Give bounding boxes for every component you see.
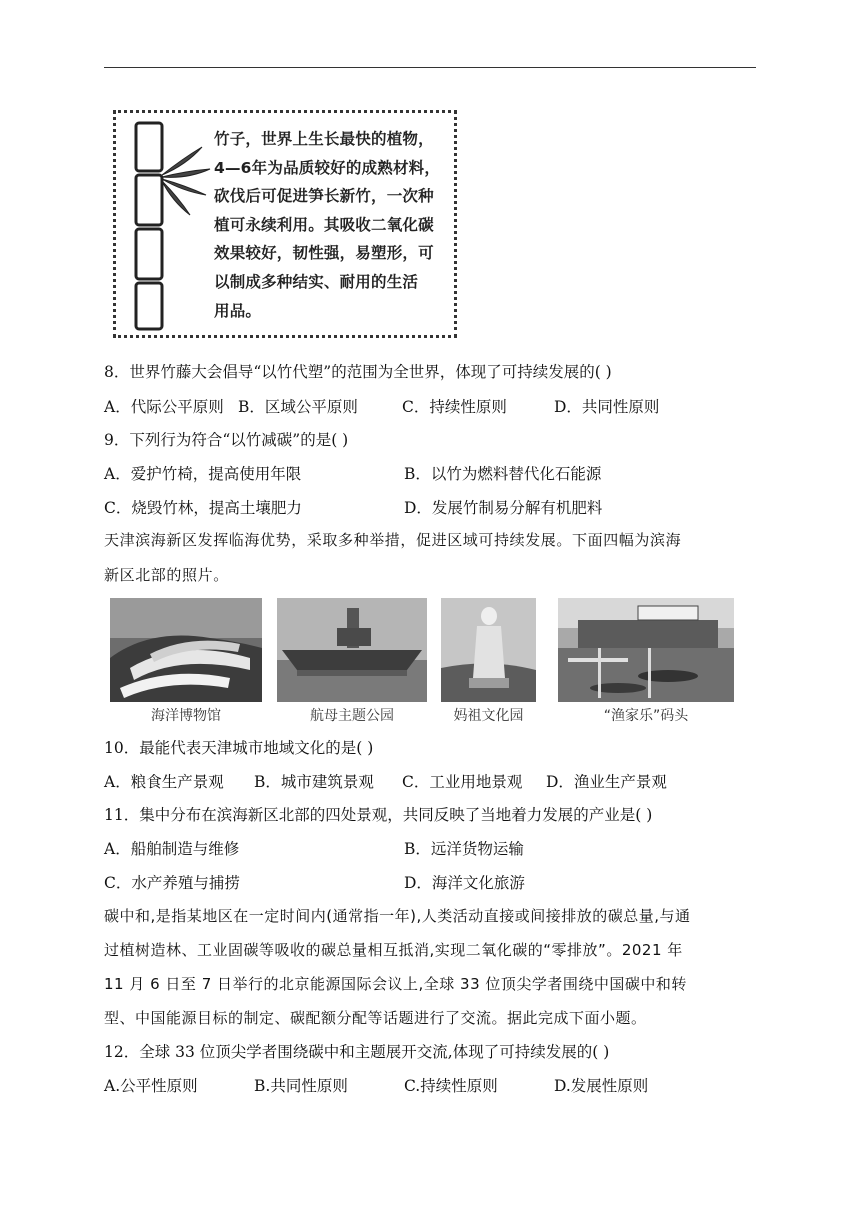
bamboo-line: 竹子，世界上生长最快的植物，	[214, 130, 434, 148]
bamboo-line: 以制成多种结实、耐用的生活	[214, 272, 419, 291]
bamboo-line: 植可永续利用。其吸收二氧化碳	[214, 215, 434, 234]
question-11-option-d: D．海洋文化旅游	[404, 874, 525, 892]
bamboo-line: 4—6年为品质较好的成熟材料，	[214, 158, 441, 177]
question-8-option-a: A．代际公平原则	[104, 398, 224, 416]
photo-caption: 海洋博物馆	[151, 708, 221, 724]
bamboo-info-box	[113, 110, 457, 338]
passage-1-line: 新区北部的照片。	[104, 566, 229, 584]
passage-1-line: 天津滨海新区发挥临海优势，采取多种举措，促进区域可持续发展。下面四幅为滨海	[104, 531, 682, 549]
bamboo-line: 砍伐后可促进笋长新竹，一次种	[214, 187, 434, 206]
question-11-option-b: B．远洋货物运输	[404, 840, 524, 858]
question-11-option-a: A．船舶制造与维修	[104, 840, 240, 858]
bamboo-line: 效果较好，韧性强，易塑形，可	[214, 244, 434, 263]
question-12-option-d: D.发展性原则	[554, 1077, 649, 1095]
question-10-option-a: A．粮食生产景观	[104, 773, 224, 791]
question-12-option-a: A.公平性原则	[104, 1077, 198, 1095]
bamboo-illustration	[124, 119, 214, 333]
question-9-option-c: C．烧毁竹林，提高土壤肥力	[104, 499, 302, 517]
passage-2-line: 碳中和,是指某地区在一定时间内(通常指一年),人类活动直接或间接排放的碳总量,与通	[104, 907, 691, 925]
question-10-option-c: C．工业用地景观	[402, 773, 523, 791]
passage-2-line: 型、中国能源目标的制定、碳配额分配等话题进行了交流。据此完成下面小题。	[104, 1009, 647, 1027]
question-12-option-c: C.持续性原则	[404, 1077, 498, 1095]
photo-ocean-museum	[110, 598, 262, 702]
question-10-stem: 10．最能代表天津城市地域文化的是( )	[104, 739, 374, 757]
bamboo-description	[214, 125, 454, 325]
question-9-option-d: D．发展竹制易分解有机肥料	[404, 499, 603, 517]
question-8-option-c: C．持续性原则	[402, 398, 507, 416]
question-9-stem: 9．下列行为符合“以竹减碳”的是( )	[104, 431, 349, 449]
photo-caption: “渔家乐”码头	[603, 708, 689, 724]
photo-fisherman-dock	[558, 598, 734, 702]
photo-carrier-park	[277, 598, 427, 702]
passage-2-line: 11 月 6 日至 7 日举行的北京能源国际会议上,全球 33 位顶尖学者围绕中国碳中和转	[104, 975, 687, 993]
photo-caption: 航母主题公园	[310, 708, 394, 724]
question-8-option-d: D．共同性原则	[554, 398, 660, 416]
question-9-option-a: A．爱护竹椅，提高使用年限	[104, 465, 302, 483]
passage-2-line: 过植树造林、工业固碳等吸收的碳总量相互抵消,实现二氧化碳的“零排放”。2021 年	[104, 941, 683, 959]
photo-caption: 妈祖文化园	[453, 708, 524, 724]
question-10-option-b: B．城市建筑景观	[254, 773, 374, 791]
header-rule	[104, 67, 756, 68]
bamboo-line: 用品。	[214, 301, 262, 320]
question-12-stem: 12．全球 33 位顶尖学者围绕碳中和主题展开交流,体现了可持续发展的( )	[104, 1043, 610, 1061]
question-12-option-b: B.共同性原则	[254, 1077, 348, 1095]
question-10-option-d: D．渔业生产景观	[546, 773, 667, 791]
question-9-option-b: B．以竹为燃料替代化石能源	[404, 465, 602, 483]
photo-mazu-park	[441, 598, 536, 702]
question-11-option-c: C．水产养殖与捕捞	[104, 874, 240, 892]
question-8-stem: 8．世界竹藤大会倡导“以竹代塑”的范围为全世界，体现了可持续发展的( )	[104, 363, 612, 381]
question-11-stem: 11．集中分布在滨海新区北部的四处景观，共同反映了当地着力发展的产业是( )	[104, 806, 653, 824]
question-8-option-b: B．区域公平原则	[238, 398, 358, 416]
